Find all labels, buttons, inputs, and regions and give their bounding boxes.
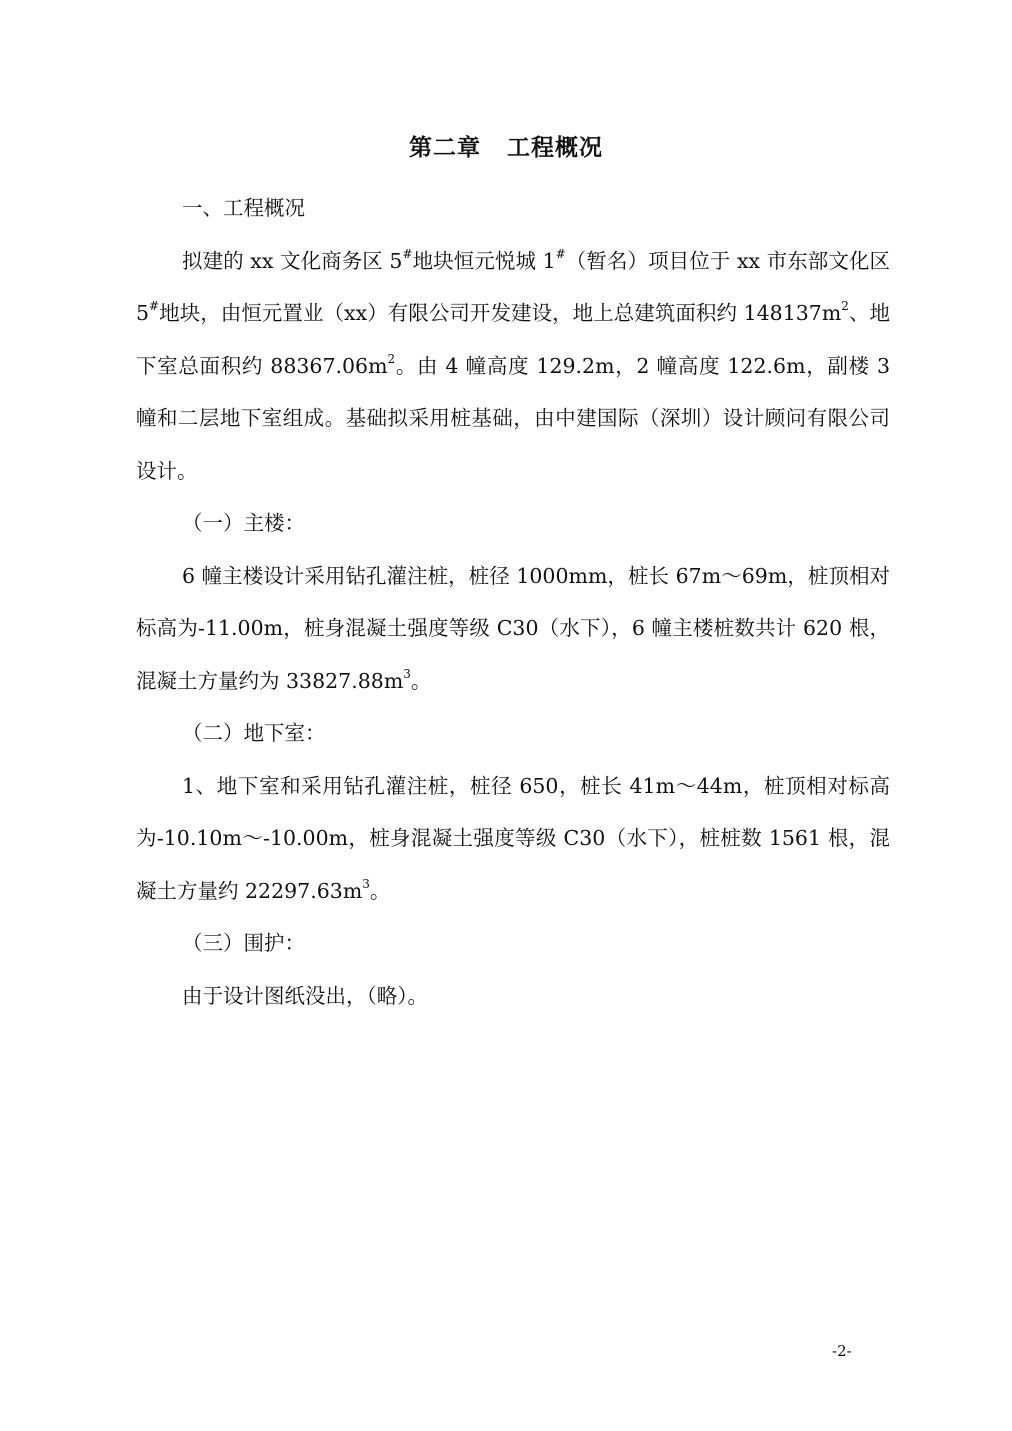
document-body <box>136 182 890 1022</box>
overview-text-6: 。由 4 幢高度 129.2m，2 幢高度 122.6m，副楼 3 幢和二层地下室组成。基础拟采用桩基础，由中建国际（深圳）设计顾问有限公司设计。 <box>136 353 890 483</box>
volume-unit-superscript-1: 3 <box>403 666 411 681</box>
plot-number-mark-2: # <box>149 299 160 314</box>
overview-paragraph <box>136 235 890 498</box>
main-building-paragraph <box>136 550 890 708</box>
overview-text-3: （暂名）项目位于 xx 市东部文化区 5 <box>136 248 891 325</box>
subsection-heading-main-building: （一）主楼： <box>182 511 305 535</box>
basement-text: 1、地下室和采用钻孔灌注桩，桩径 650，桩长 41m～44m，桩顶相对标高为-10.10m～-10.00m，桩身混凝土强度等级 C30（水下），桩桩数 1561 根，混凝土方量约 22297.63m <box>136 773 890 903</box>
plot-number-mark-1: # <box>402 246 413 261</box>
overview-text-1: 拟建的 xx 文化商务区 5 <box>182 248 403 273</box>
main-building-text-end: 。 <box>410 668 432 693</box>
section-heading-overview: 一、工程概况 <box>182 196 305 220</box>
area-unit-superscript-2: 2 <box>387 351 396 366</box>
basement-text-end: 。 <box>369 878 391 903</box>
page-number: -2- <box>832 1342 852 1360</box>
overview-text-4: 地块，由恒元置业（xx）有限公司开发建设，地上总建筑面积约 148137m <box>159 301 842 325</box>
main-building-text: 6 幢主楼设计采用钻孔灌注桩，桩径 1000mm，桩长 67m～69m，桩顶相对标高为-11.00m，桩身混凝土强度等级 C30（水下），6 幢主楼桩数共计 620 根，混凝土方量约为 33827.88m <box>136 563 890 693</box>
chapter-number: 第二章 <box>409 134 481 161</box>
basement-paragraph <box>136 760 890 918</box>
area-unit-superscript-1: 2 <box>841 299 849 314</box>
volume-unit-superscript-2: 3 <box>362 876 370 891</box>
chapter-title <box>0 130 1012 166</box>
overview-text-2: 地块恒元悦城 1 <box>412 248 556 273</box>
project-number-mark: # <box>555 246 566 261</box>
chapter-name: 工程概况 <box>507 134 603 161</box>
subsection-heading-basement: （二）地下室： <box>182 721 326 745</box>
overview-text-5: 、地下室总面积约 88367.06m <box>136 301 890 378</box>
retaining-paragraph: 由于设计图纸没出，（略）。 <box>182 983 428 1008</box>
subsection-heading-retaining: （三）围护： <box>182 931 305 955</box>
